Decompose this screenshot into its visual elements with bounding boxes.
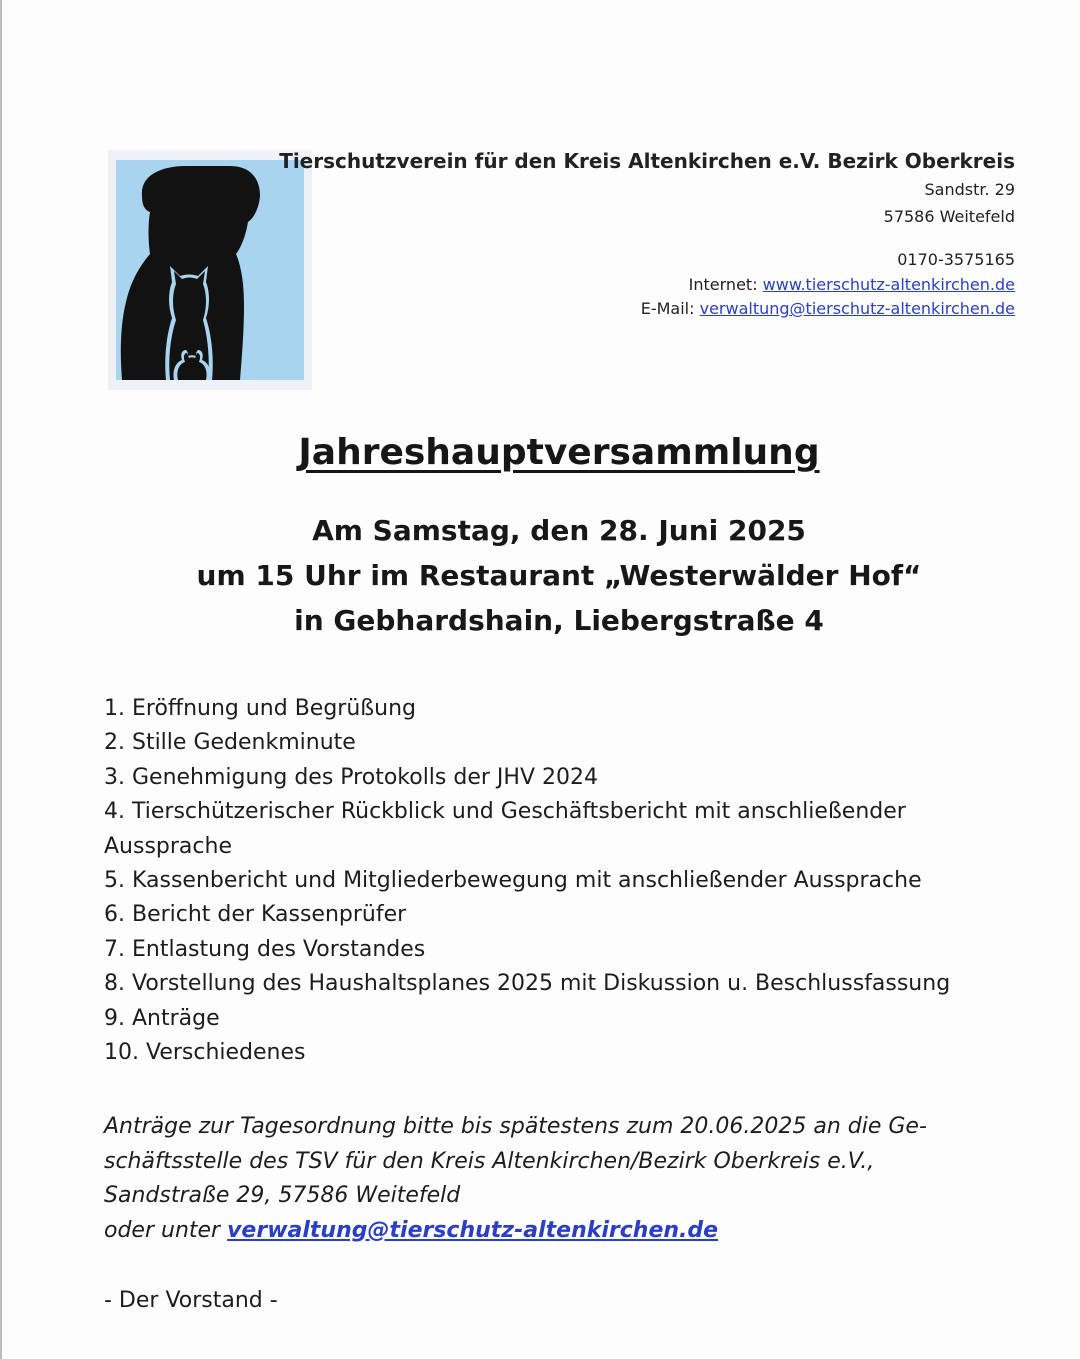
note-line: schäftsstelle des TSV für den Kreis Altenkirchen/Bezirk Oberkreis e.V.,	[104, 1148, 875, 1174]
agenda-item: 3. Genehmigung des Protokolls der JHV 2024	[104, 764, 598, 790]
address-street: Sandstr. 29	[924, 180, 1015, 199]
event-details	[0, 508, 1080, 643]
signature: - Der Vorstand -	[104, 1288, 278, 1313]
agenda-item: 9. Anträge	[104, 1005, 220, 1031]
event-time-venue: um 15 Uhr im Restaurant „Westerwälder Hof“	[196, 559, 922, 592]
website-link[interactable]: www.tierschutz-altenkirchen.de	[762, 275, 1015, 294]
page-title: Jahreshauptversammlung	[298, 432, 820, 473]
email-label: E-Mail:	[640, 299, 695, 318]
address-city: 57586 Weitefeld	[883, 207, 1015, 226]
agenda-list	[104, 692, 1024, 1070]
agenda-item: 6. Bericht der Kassenprüfer	[104, 902, 407, 928]
internet-row	[279, 273, 1015, 297]
event-location: in Gebhardshain, Liebergstraße 4	[294, 604, 824, 637]
event-date: Am Samstag, den 28. Juni 2025	[312, 514, 806, 547]
agenda-item: 2. Stille Gedenkminute	[104, 730, 356, 756]
note-email-link[interactable]: verwaltung@tierschutz-altenkirchen.de	[227, 1217, 719, 1243]
note-line: Anträge zur Tagesordnung bitte bis spätestens zum 20.06.2025 an die Ge-	[104, 1114, 927, 1139]
agenda-item: 10. Verschiedenes	[104, 1040, 306, 1066]
phone-number: 0170-3575165	[897, 250, 1015, 269]
agenda-item: 1. Eröffnung und Begrüßung	[104, 696, 416, 721]
email-link[interactable]: verwaltung@tierschutz-altenkirchen.de	[699, 299, 1015, 318]
internet-label: Internet:	[688, 275, 758, 294]
agenda-item: 7. Entlastung des Vorstandes	[104, 936, 426, 962]
note-prefix: oder unter	[104, 1217, 221, 1243]
agenda-item: 5. Kassenbericht und Mitgliederbewegung mit anschließender Aussprache	[104, 868, 922, 894]
organization-header	[279, 146, 1015, 321]
agenda-item: 4. Tierschützerischer Rückblick und Geschäftsbericht mit anschließender Aussprache	[104, 799, 906, 859]
email-row	[279, 297, 1015, 321]
note-line: Sandstraße 29, 57586 Weitefeld	[104, 1183, 461, 1208]
organization-name: Tierschutzverein für den Kreis Altenkirchen e.V. Bezirk Oberkreis	[279, 149, 1015, 173]
page-left-edge	[0, 0, 2, 1359]
submission-note	[104, 1110, 1004, 1248]
agenda-item: 8. Vorstellung des Haushaltsplanes 2025 mit Diskussion u. Beschlussfassung	[104, 971, 951, 997]
note-line	[104, 1214, 1004, 1249]
